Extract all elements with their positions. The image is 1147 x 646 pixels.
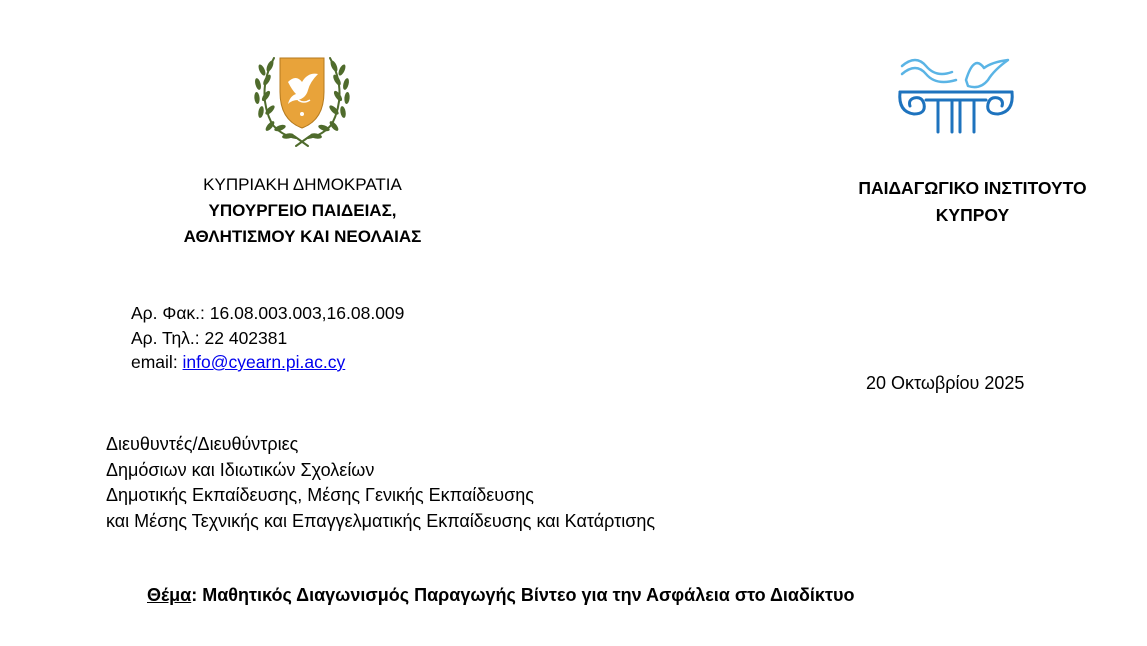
institute-name-line2: ΚΥΠΡΟΥ: [935, 205, 1010, 225]
ministry-name-line1: ΥΠΟΥΡΓΕΙΟ ΠΑΙΔΕΙΑΣ,: [208, 201, 397, 220]
subject-line: [147, 585, 854, 606]
recipient-line: Διευθυντές/Διευθύντριες: [106, 434, 299, 454]
ministry-heading: [150, 172, 455, 250]
cyprus-coat-of-arms-icon: [252, 52, 352, 148]
recipients-block: [106, 432, 655, 534]
recipient-line: Δημόσιων και Ιδιωτικών Σχολείων: [106, 459, 375, 480]
pedagogical-institute-logo-icon: [896, 50, 1016, 134]
recipient-line: Δημοτικής Εκπαίδευσης, Μέσης Γενικής Εκπαίδευσης: [106, 485, 534, 505]
subject-text: Μαθητικός Διαγωνισμός Παραγωγής Βίντεο για την Ασφάλεια στο Διαδίκτυο: [202, 585, 855, 605]
subject-label: Θέμα: [147, 585, 192, 605]
email-link[interactable]: info@cyearn.pi.ac.cy: [182, 352, 346, 372]
ministry-name-line2: ΑΘΛΗΤΙΣΜΟΥ ΚΑΙ ΝΕΟΛΑΙΑΣ: [183, 227, 422, 246]
institute-heading: [830, 175, 1115, 229]
letter-date: 20 Οκτωβρίου 2025: [866, 373, 1025, 393]
republic-name: ΚΥΠΡΙΑΚΗ ΔΗΜΟΚΡΑΤΙΑ: [203, 175, 402, 194]
phone-number: Αρ. Τηλ.: 22 402381: [131, 327, 288, 348]
reference-block: [131, 301, 404, 375]
institute-name-line1: ΠΑΙΔΑΓΩΓΙΚΟ ΙΝΣΤΙΤΟΥΤΟ: [858, 178, 1087, 198]
email-line: [131, 350, 404, 375]
subject-separator: :: [191, 585, 203, 605]
recipient-line: και Μέσης Τεχνικής και Επαγγελματικής Εκπαίδευσης και Κατάρτισης: [106, 510, 655, 531]
email-label: email:: [131, 352, 183, 372]
file-number: Αρ. Φακ.: 16.08.003.003,16.08.009: [131, 303, 405, 323]
